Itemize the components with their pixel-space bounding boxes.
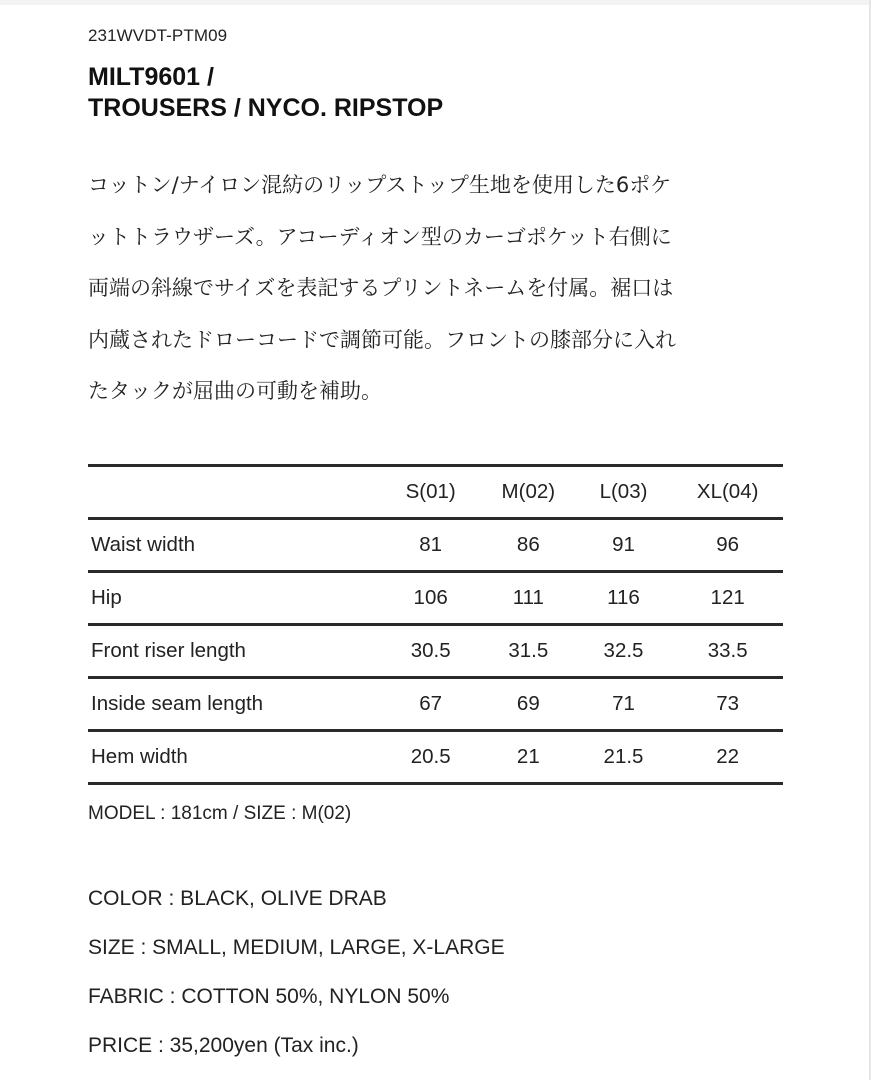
description-line: たタックが屈曲の可動を補助。 [88,379,382,403]
row-label: Waist width [88,519,379,572]
table-row [88,625,783,678]
table-cell: 121 [672,572,783,625]
table-cell: 21 [482,731,575,784]
spec-price: PRICE : 35,200yen (Tax inc.) [88,1034,359,1057]
table-cell: 21.5 [575,731,673,784]
product-title [88,62,443,124]
table-cell: 31.5 [482,625,575,678]
size-chart-table [88,464,783,785]
row-label: Front riser length [88,625,379,678]
table-cell: 69 [482,678,575,731]
description-line: 両端の斜線でサイズを表記するプリントネームを付属。裾口は [88,276,674,300]
table-row [88,519,783,572]
row-label: Hem width [88,731,379,784]
table-cell: 22 [672,731,783,784]
table-cell: 67 [379,678,482,731]
model-info: MODEL : 181cm / SIZE : M(02) [88,803,352,824]
table-cell: 81 [379,519,482,572]
table-cell: 33.5 [672,625,783,678]
table-cell: 96 [672,519,783,572]
table-cell: 30.5 [379,625,482,678]
header-size-m: M(02) [482,466,575,519]
product-title-line-2: TROUSERS / NYCO. RIPSTOP [88,94,444,122]
table-cell: 32.5 [575,625,673,678]
table-cell: 91 [575,519,673,572]
table-cell: 73 [672,678,783,731]
table-cell: 71 [575,678,673,731]
header-size-l: L(03) [575,466,673,519]
header-size-s: S(01) [379,466,482,519]
product-code: 231WVDT-PTM09 [88,26,228,45]
header-size-xl: XL(04) [672,466,783,519]
spec-fabric: FABRIC : COTTON 50%, NYLON 50% [88,985,450,1008]
table-row [88,572,783,625]
table-cell: 106 [379,572,482,625]
description-line: ットトラウザーズ。アコーディオン型のカーゴポケット右側に [88,224,672,249]
table-row [88,731,783,784]
spec-size: SIZE : SMALL, MEDIUM, LARGE, X-LARGE [88,936,505,959]
table-row [88,678,783,731]
product-description [88,160,778,418]
row-label: Hip [88,572,379,625]
top-border [0,0,871,5]
table-cell: 111 [482,572,575,625]
table-cell: 86 [482,519,575,572]
description-line: 内蔵されたドローコードで調節可能。フロントの膝部分に入れ [88,327,676,352]
table-header-row [88,466,783,519]
table-cell: 20.5 [379,731,482,784]
description-line: コットン/ナイロン混紡のリップストップ生地を使用した6ポケ [88,173,672,197]
spec-list [88,874,505,1070]
table-cell: 116 [575,572,673,625]
product-title-line-1: MILT9601 / [88,63,214,91]
header-label-cell [88,466,379,519]
spec-color: COLOR : BLACK, OLIVE DRAB [88,887,387,910]
row-label: Inside seam length [88,678,379,731]
